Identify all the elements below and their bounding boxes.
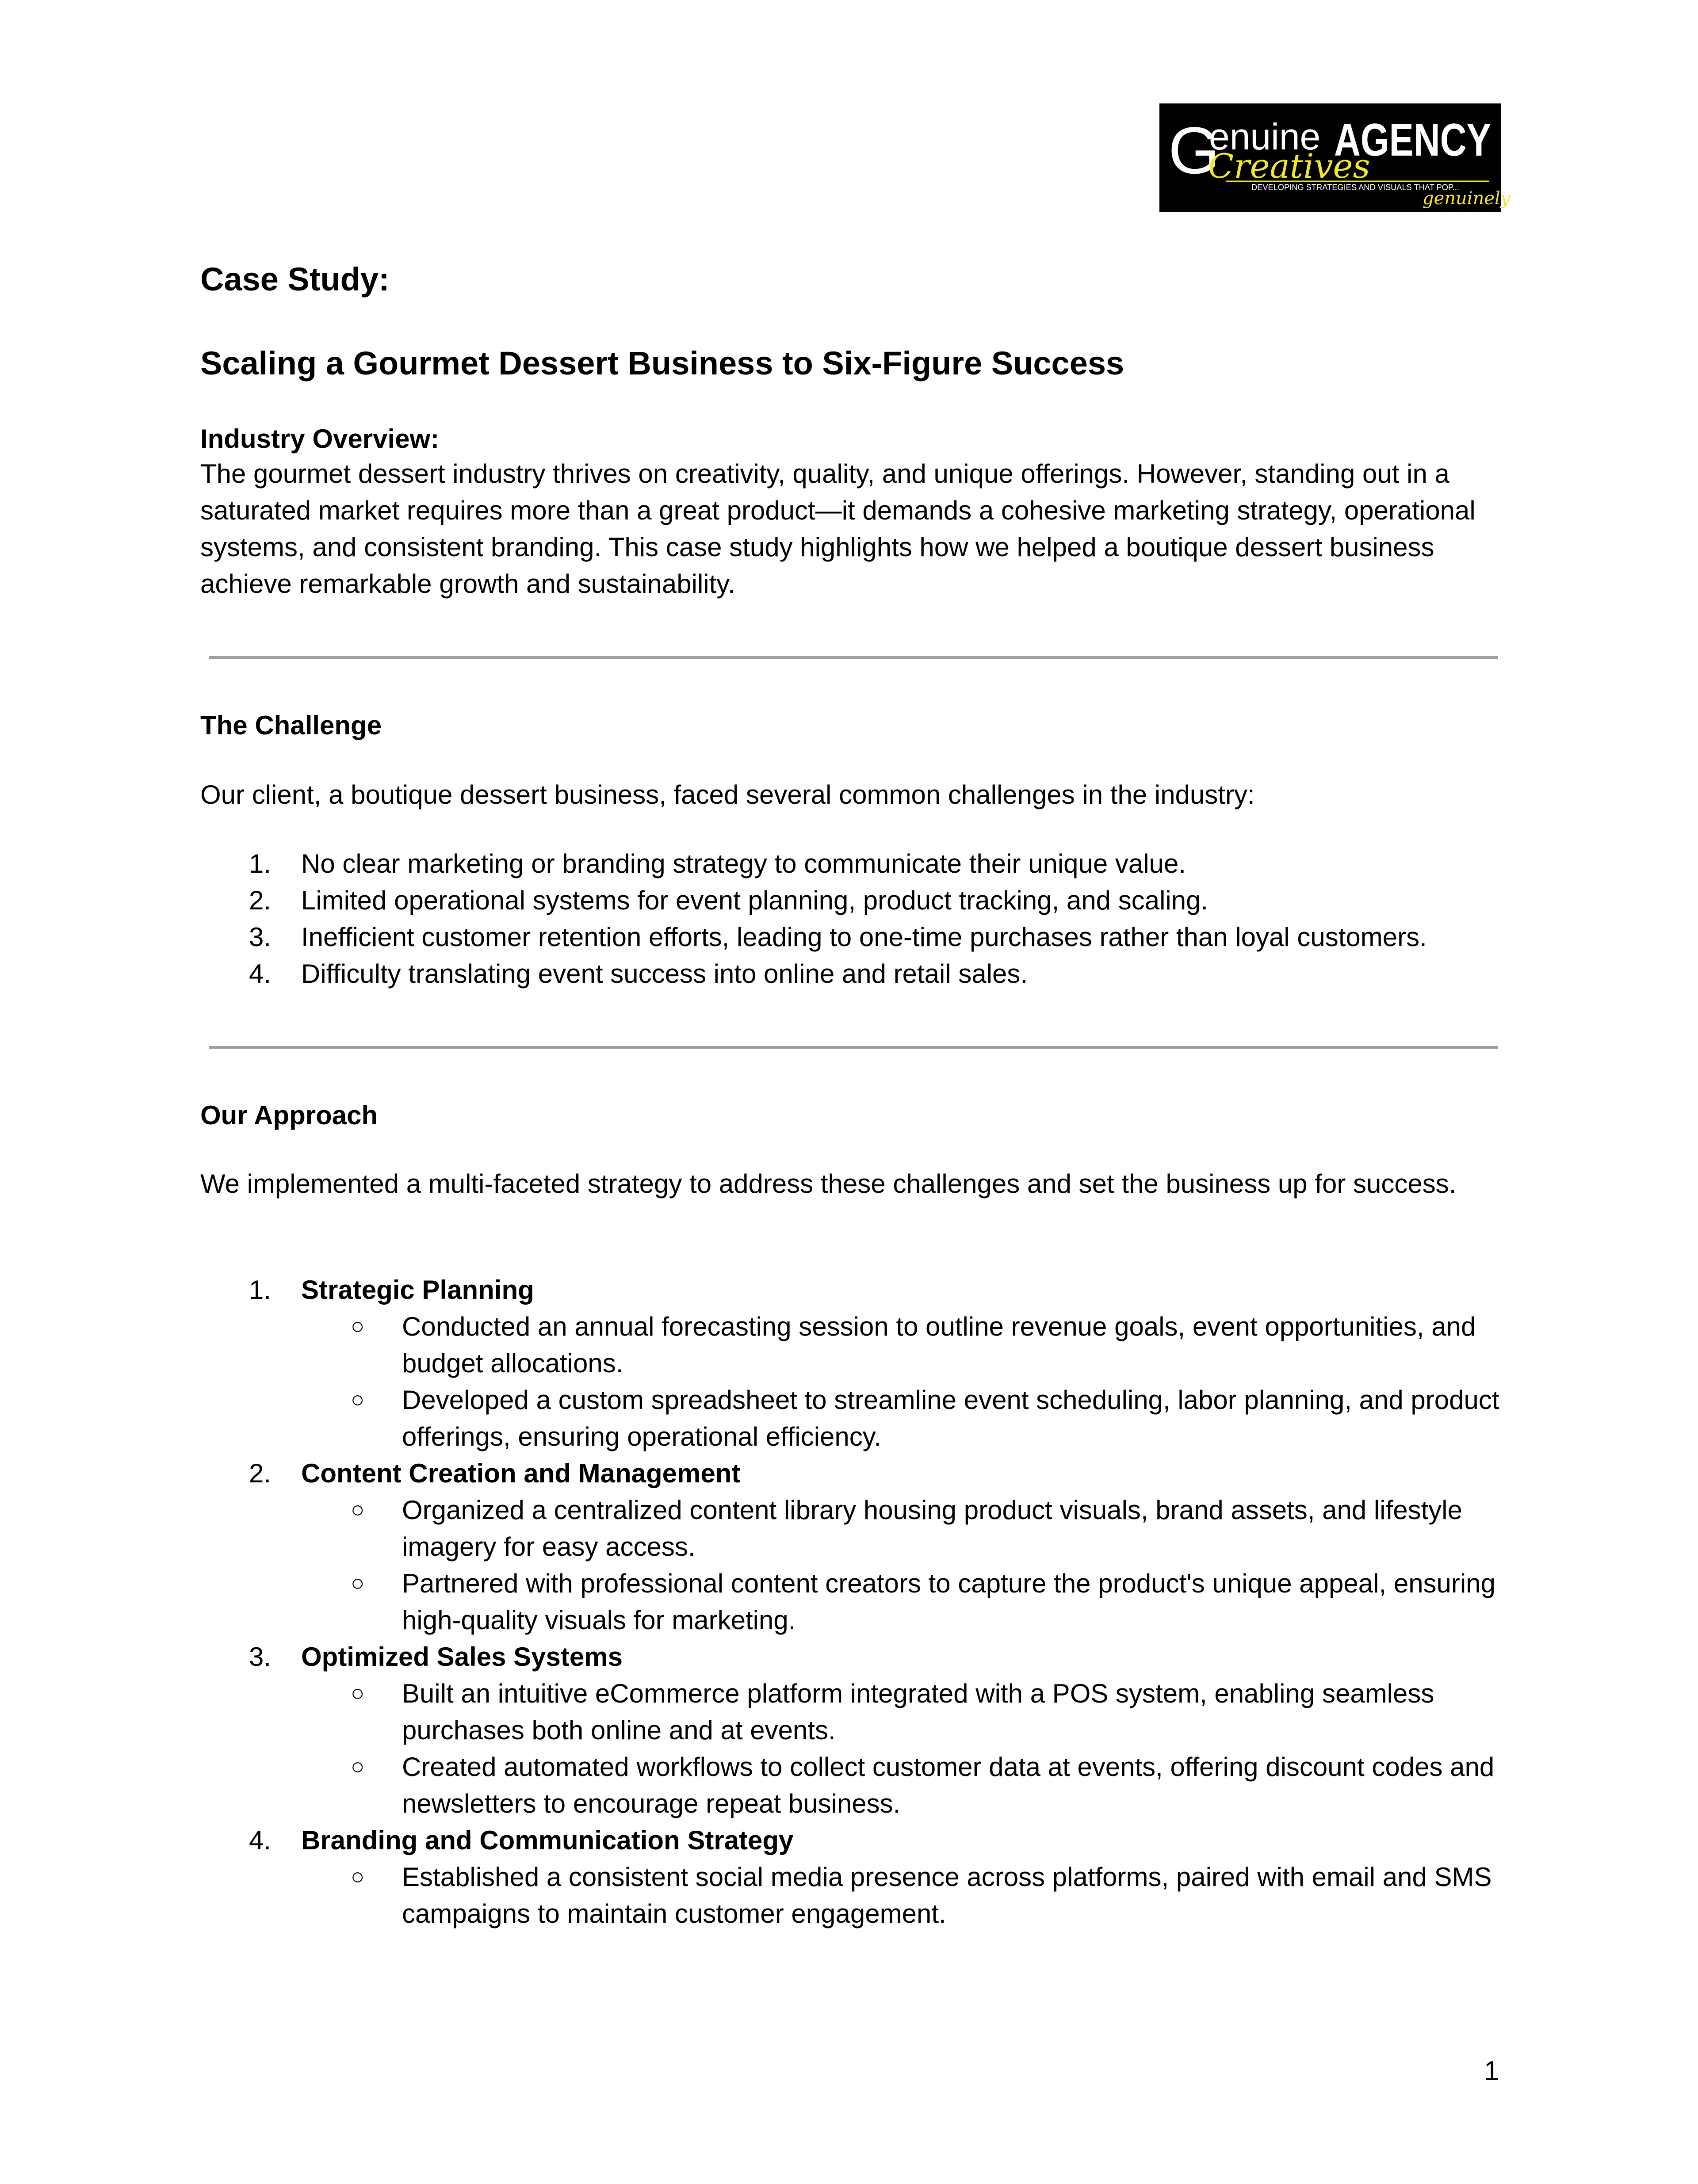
list-item [200,1271,1509,1455]
svg-text:AGENCY: AGENCY [1334,115,1491,166]
overview-heading: Industry Overview: [200,424,440,454]
hollow-circle-bullet-icon: ○ [351,1313,365,1339]
overview-text: The gourmet dessert industry thrives on creativity, quality, and unique offerings. However, standing out in a saturated market requires more than a great product—it demands a cohesive marketing strategy, operational systems, and consistent branding. This case study highlights how we helped a boutique dessert business achieve remarkable growth and sustainability. [200,459,1476,599]
sub-list-item [301,1859,1509,1932]
list-number: 3. [249,1642,272,1672]
sub-list-item [301,1565,1509,1638]
list-number: 4. [249,1825,272,1855]
challenge-heading: The Challenge [200,710,382,740]
section-divider [209,656,1498,659]
list-item-title: Strategic Planning [301,1275,534,1305]
list-item [200,882,1509,919]
hollow-circle-bullet-icon: ○ [351,1387,365,1413]
page-title: Case Study: [200,261,390,298]
list-item [200,955,1509,992]
list-item [200,919,1509,955]
sub-list-item-text: Established a consistent social media presence across platforms, paired with email and SMS campaigns to maintain customer engagement. [402,1862,1492,1928]
sub-list-item-text: Partnered with professional content creators to capture the product's unique appeal, ensuring high-quality visuals for marketing. [402,1569,1495,1635]
sub-list-item-text: Developed a custom spreadsheet to streamline event scheduling, labor planning, and product offerings, ensuring operational efficiency. [402,1385,1499,1451]
section-divider [209,1046,1498,1049]
list-number: 4. [249,959,272,989]
sub-list [301,1675,1509,1822]
svg-text:Creatives: Creatives [1208,146,1370,186]
challenge-list [200,845,1509,992]
list-item-title: Optimized Sales Systems [301,1642,623,1672]
genuine-creatives-agency-logo [1159,103,1511,212]
list-item [200,1638,1509,1822]
page-number: 1 [1484,2056,1499,2086]
list-item-title: Branding and Communication Strategy [301,1825,794,1855]
sub-list-item [301,1749,1509,1822]
challenge-intro: Our client, a boutique dessert business, faced several common challenges in the industry: [200,780,1255,809]
page-subtitle: Scaling a Gourmet Dessert Business to Six-Figure Success [200,345,1124,382]
sub-list-item [301,1382,1509,1455]
sub-list-item-text: Organized a centralized content library housing product visuals, brand assets, and lifestyle imagery for easy access. [402,1495,1462,1562]
svg-text:enuine: enuine [1209,116,1321,157]
svg-text:G: G [1168,113,1220,187]
list-item-title: Content Creation and Management [301,1459,741,1488]
approach-heading: Our Approach [200,1100,378,1130]
sub-list-item [301,1492,1509,1565]
list-item [200,1822,1509,1932]
hollow-circle-bullet-icon: ○ [351,1864,365,1890]
hollow-circle-bullet-icon: ○ [351,1497,365,1523]
sub-list-item [301,1308,1509,1382]
svg-text:DEVELOPING STRATEGIES AND VISU: DEVELOPING STRATEGIES AND VISUALS THAT POP... [1251,183,1459,192]
list-item-text: Difficulty translating event success into online and retail sales. [301,959,1028,989]
sub-list [301,1859,1509,1932]
list-number: 3. [249,922,272,952]
list-item [200,845,1509,882]
hollow-circle-bullet-icon: ○ [351,1680,365,1706]
logo-graphic [1159,103,1511,212]
hollow-circle-bullet-icon: ○ [351,1754,365,1779]
sub-list [301,1492,1509,1638]
sub-list [301,1308,1509,1455]
sub-list-item-text: Conducted an annual forecasting session to outline revenue goals, event opportunities, and budget allocations. [402,1312,1476,1378]
approach-list [200,1271,1509,1932]
list-item-text: Inefficient customer retention efforts, leading to one-time purchases rather than loyal customers. [301,922,1427,952]
list-number: 1. [249,1275,272,1305]
sub-list-item [301,1675,1509,1749]
sub-list-item-text: Created automated workflows to collect customer data at events, offering discount codes and newsletters to encourage repeat business. [402,1752,1495,1818]
list-number: 2. [249,1459,272,1488]
list-item [200,1455,1509,1638]
list-item-text: Limited operational systems for event planning, product tracking, and scaling. [301,886,1208,915]
sub-list-item-text: Built an intuitive eCommerce platform integrated with a POS system, enabling seamless purchases both online and at events. [402,1679,1434,1745]
list-number: 2. [249,886,272,915]
list-item-text: No clear marketing or branding strategy to communicate their unique value. [301,849,1186,878]
svg-text:genuinely: genuinely [1423,188,1511,209]
list-number: 1. [249,849,272,878]
hollow-circle-bullet-icon: ○ [351,1570,365,1596]
approach-intro: We implemented a multi-faceted strategy to address these challenges and set the business up for success. [200,1169,1457,1199]
